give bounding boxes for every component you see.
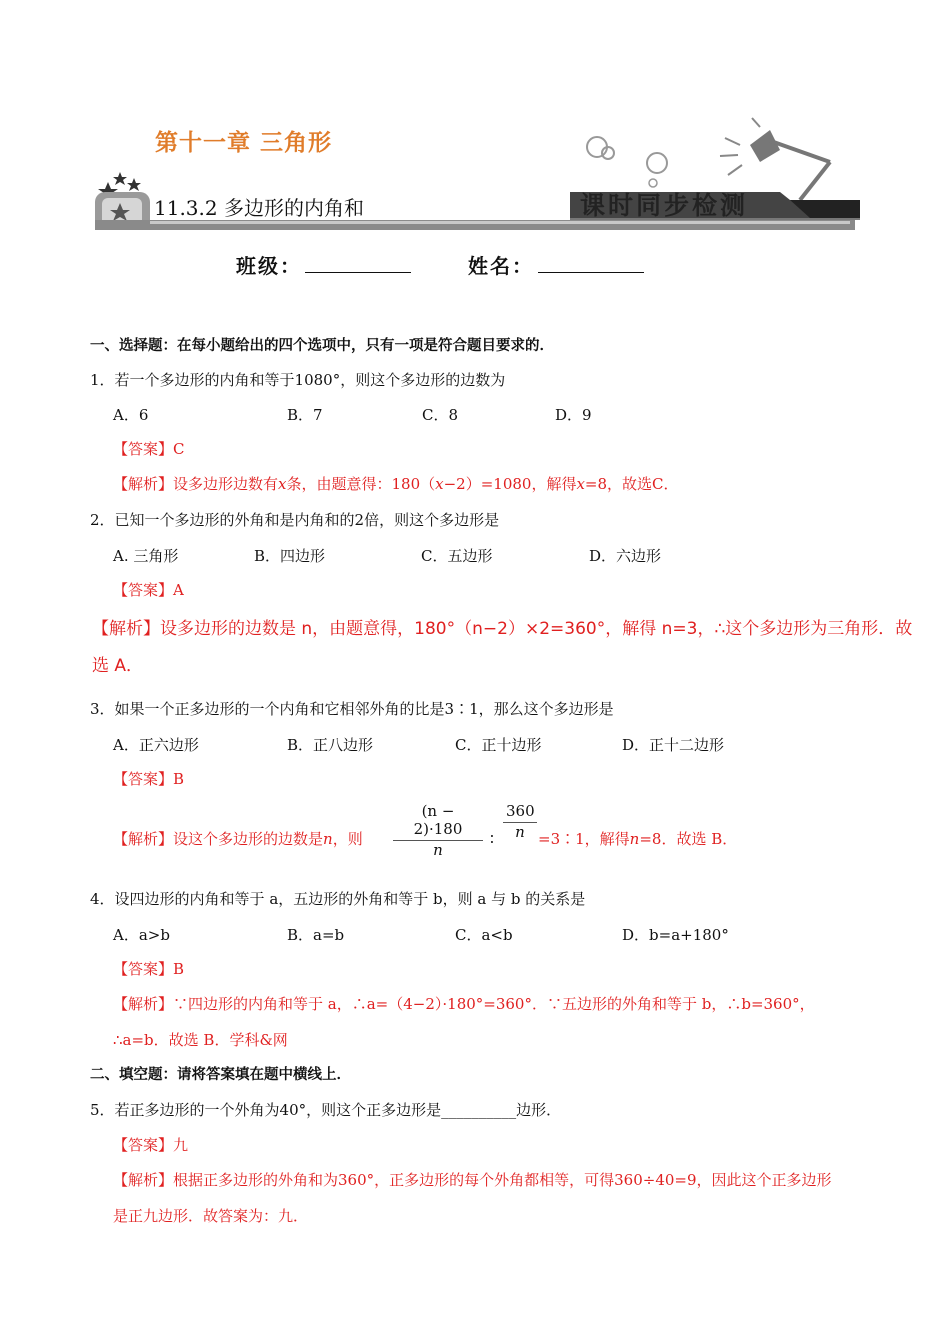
part1-heading: 一、选择题：在每小题给出的四个选项中，只有一项是符合题目要求的． xyxy=(90,338,554,354)
name-blank[interactable] xyxy=(538,252,644,273)
q5-analysis-line1: 【解析】根据正多边形的外角和为360°，正多边形的每个外角都相等，可得360÷40=9，因此这个正多边形 xyxy=(113,1171,832,1189)
q4-option-c: C．a<b xyxy=(455,926,513,944)
part2-heading: 二、填空题：请将答案填在题中横线上． xyxy=(90,1067,351,1083)
class-blank[interactable] xyxy=(305,252,411,273)
q4-option-a: A．a>b xyxy=(113,926,170,944)
q4-analysis-line2: ∴a=b．故选 B．学科&网 xyxy=(113,1031,288,1049)
q2-option-c: C．五边形 xyxy=(421,547,493,565)
q1-stem: 1．若一个多边形的内角和等于1080°，则这个多边形的边数为 xyxy=(90,371,506,389)
star-icon xyxy=(113,172,127,185)
q1-option-a: A．6 xyxy=(113,406,149,424)
section-title: 11.3.2 多边形的内角和 xyxy=(154,196,364,220)
q3-analysis-end: =3∶1，解得n=8．故选 B． xyxy=(538,830,738,848)
q5-answer: 【答案】九 xyxy=(113,1136,189,1154)
q1-option-b: B．7 xyxy=(287,406,323,424)
q5-analysis-line2: 是正九边形．故答案为：九． xyxy=(113,1207,309,1225)
q4-answer: 【答案】B xyxy=(113,960,185,978)
ratio-colon: ∶ xyxy=(490,830,494,848)
q3-option-b: B．正八边形 xyxy=(287,736,374,754)
q4-option-b: B．a=b xyxy=(287,926,345,944)
chapter-title: 第十一章 三角形 xyxy=(155,130,333,156)
q2-analysis-line2: 选 A． xyxy=(92,656,144,676)
q4-stem: 4．设四边形的内角和等于 a，五边形的外角和等于 b，则 a 与 b 的关系是 xyxy=(90,890,586,908)
name-label: 姓名： xyxy=(468,254,534,278)
class-label: 班级： xyxy=(236,254,302,278)
q3-analysis-start: 【解析】设这个多边形的边数是n，则 xyxy=(113,830,363,848)
q3-answer: 【答案】B xyxy=(113,770,185,788)
q2-analysis-line1: 【解析】设多边形的边数是 n，由题意得，180°（n−2）×2=360°，解得 n=3，∴这个多边形为三角形．故 xyxy=(92,619,913,639)
q1-option-c: C．8 xyxy=(422,406,459,424)
q2-answer: 【答案】A xyxy=(113,581,184,599)
q4-option-d: D．b=a+180° xyxy=(622,926,729,944)
q4-analysis-line1: 【解析】∵四边形的内角和等于 a，∴a=（4−2）·180°=360°．∵五边形的外角和等于 b，∴b=360°， xyxy=(113,995,815,1013)
star-icon xyxy=(127,178,141,191)
q5-stem: 5．若正多边形的一个外角为40°，则这个正多边形是__________边形． xyxy=(90,1101,562,1119)
fraction-exterior: 360 n xyxy=(503,802,537,841)
q5-blank[interactable]: __________ xyxy=(441,1101,517,1119)
q3-stem: 3．如果一个正多边形的一个内角和它相邻外角的比是3∶1，那么这个多边形是 xyxy=(90,700,614,718)
q2-option-d: D．六边形 xyxy=(589,547,662,565)
q1-analysis: 【解析】设多边形边数有x条，由题意得：180（x−2）=1080，解得x=8，故选C． xyxy=(113,475,679,493)
banner-title: 课时同步检测 xyxy=(580,191,749,220)
q1-option-d: D．9 xyxy=(555,406,592,424)
fraction-interior: (n − 2)·180 n xyxy=(393,802,483,859)
q2-stem: 2．已知一个多边形的外角和是内角和的2倍，则这个多边形是 xyxy=(90,511,500,529)
q2-option-b: B．四边形 xyxy=(254,547,326,565)
q3-option-d: D．正十二边形 xyxy=(622,736,725,754)
q1-answer: 【答案】C xyxy=(113,440,185,458)
q3-option-a: A．正六边形 xyxy=(113,736,199,754)
q3-option-c: C．正十边形 xyxy=(455,736,542,754)
q2-option-a: A. 三角形 xyxy=(113,547,179,565)
